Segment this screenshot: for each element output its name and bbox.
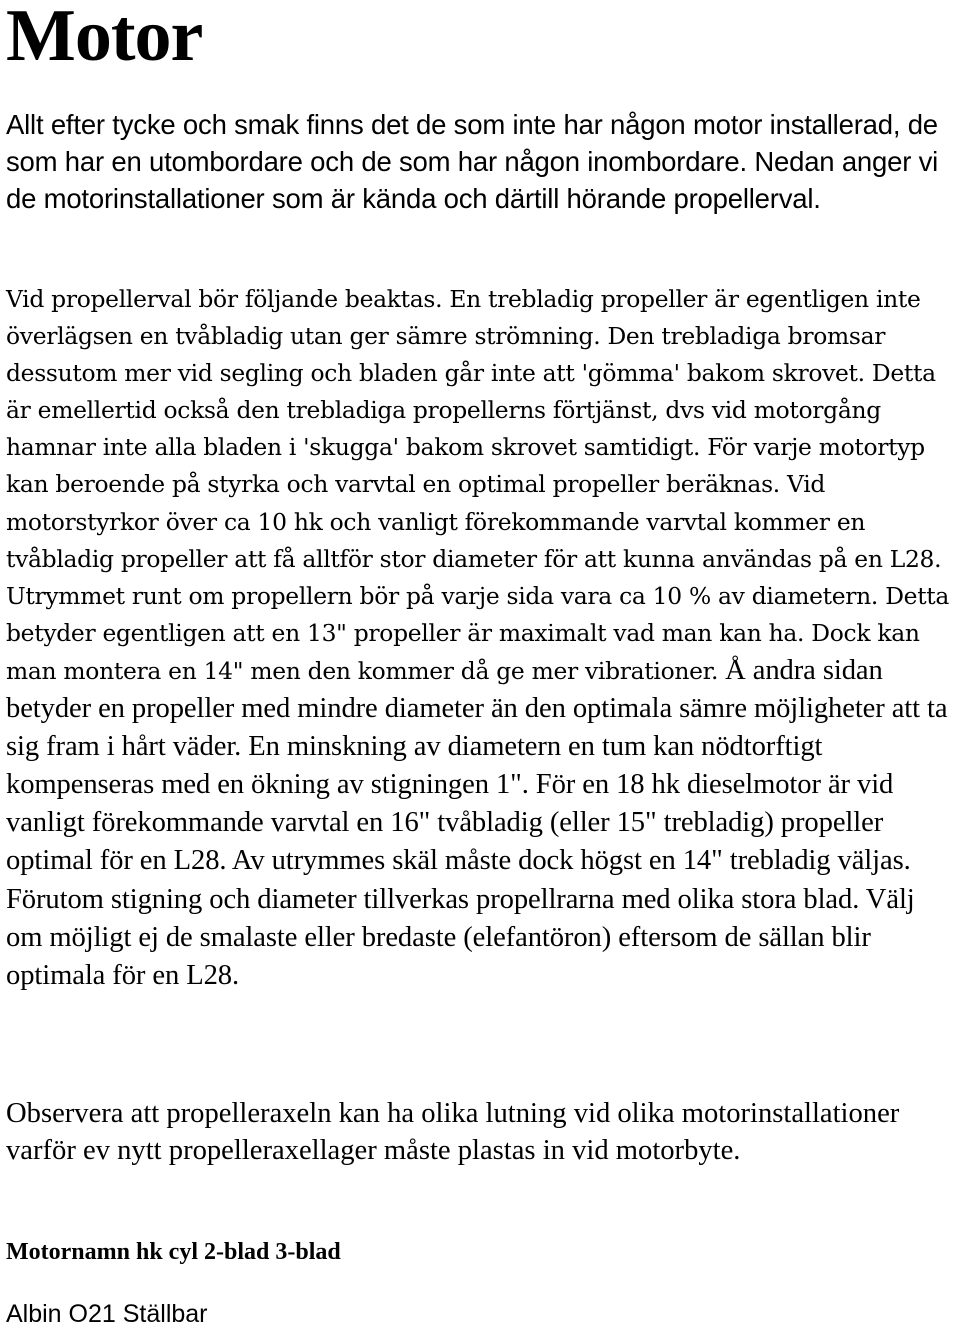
intro-paragraph: Allt efter tycke och smak finns det de som inte har någon motor installerad, de som har en utombordare och de som har någon inombordare. Nedan anger vi de motorinstallationer som är kända och därtill hörande propellerval. [6,109,939,214]
table-row: Albin O21 Ställbar [6,1300,208,1328]
shaft-note-paragraph: Observera att propelleraxeln kan ha olika lutning vid olika motorinstallationer varför ev nytt propelleraxellager måste plastas in vid motorbyte. [6,1098,900,1166]
propeller-paragraph-part-1: Vid propellerval bör följande beaktas. En trebladig propeller är egentligen inte överlägsen en tvåbladig utan ger sämre strömning. Den trebladiga bromsar dessutom mer vid segling och bladen går inte att 'gömma' bakom skrovet. Detta är emellertid också den trebladiga propellerns förtjänst, dvs vid motorgång hamnar inte alla bladen i 'skugga' bakom skrovet samtidigt. För varje motortyp kan beroende på styrka och varvtal en optimal propeller beräknas. Vid motorstyrkor över ca 10 hk och vanligt förekommande varvtal kommer en tvåbladig propeller att få alltför stor diameter för att kunna användas på en L28. Utrymmet runt om propellern bör på varje sida vara ca 10 % av diametern. Detta betyder egentligen att en 13" propeller är maximalt vad man kan ha. Dock kan man montera en 14" men den kommer då ge mer vibrationer. [6,285,950,685]
table-header: Motornamn hk cyl 2-blad 3-blad [6,1239,341,1265]
propeller-paragraph-part-2: Å andra sidan betyder en propeller med mindre diameter än den optimala sämre möjligheter att ta sig fram i hårt väder. En minskning av diametern en tum kan nödtorftigt kompenseras med en ökning av stigningen 1". För en 18 hk dieselmotor är vid vanligt förekommande varvtal en 16" tvåbladig (eller 15" trebladig) propeller optimal för en L28. Av utrymmes skäl måste dock högst en 14" trebladig väljas. Förutom stigning och diameter tillverkas propellrarna med olika stora blad. Välj om möjligt ej de smalaste eller bredaste (elefantöron) eftersom de sällan blir optimala för en L28. [6,654,948,991]
document-page [6,0,956,1328]
propeller-paragraph [6,281,958,995]
page-title: Motor [6,0,203,77]
